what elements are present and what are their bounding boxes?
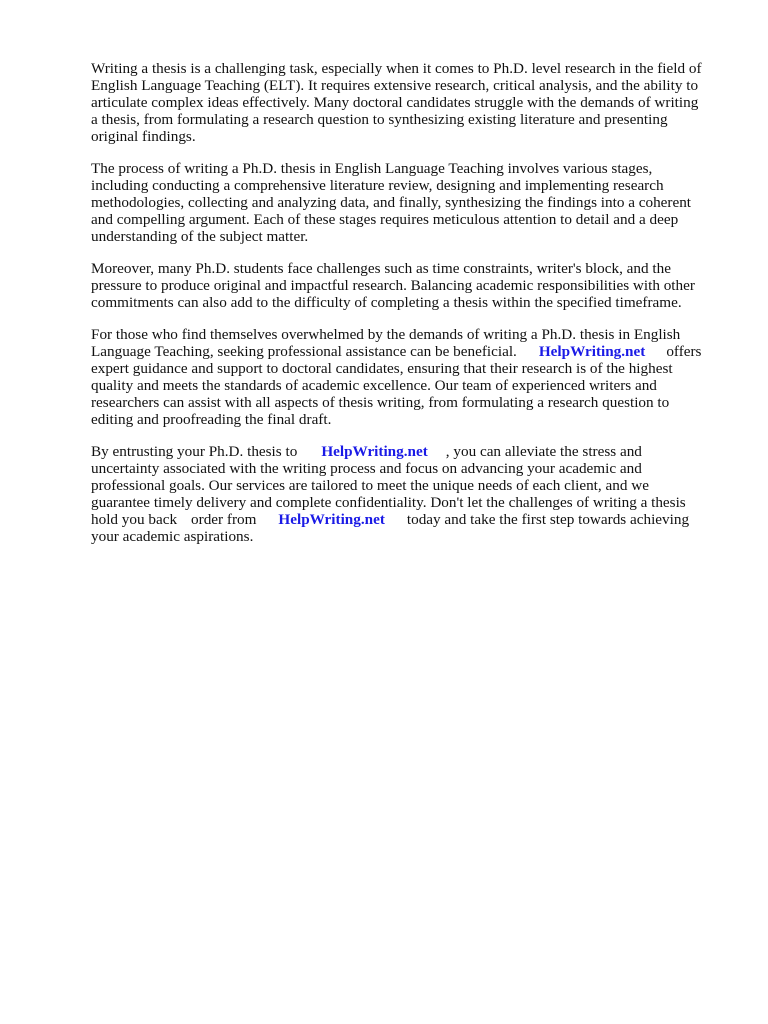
text-line: quality and meets the standards of academic excellence. Our team of experienced writers and bbox=[91, 377, 657, 394]
text-segment: , you can alleviate the stress and bbox=[445, 443, 642, 460]
text-line: guarantee timely delivery and complete confidentiality. Don't let the challenges of writing a thesis bbox=[91, 494, 686, 511]
text-segment: Language Teaching, seeking professional assistance can be beneficial. bbox=[91, 343, 517, 360]
text-line: uncertainty associated with the writing process and focus on advancing your academic and bbox=[91, 460, 642, 477]
text-line: expert guidance and support to doctoral candidates, ensuring that their research is of the highest bbox=[91, 360, 673, 377]
paragraph-3 bbox=[91, 260, 721, 311]
text-line-with-link bbox=[91, 343, 721, 360]
text-line: commitments can also add to the difficulty of completing a thesis within the specified timeframe. bbox=[91, 294, 682, 311]
text-segment: By entrusting your Ph.D. thesis to bbox=[91, 443, 298, 460]
paragraph-4 bbox=[91, 326, 721, 428]
text-line: Moreover, many Ph.D. students face challenges such as time constraints, writer's block, and the bbox=[91, 260, 671, 277]
text-line: including conducting a comprehensive literature review, designing and implementing research bbox=[91, 177, 664, 194]
helpwriting-link[interactable]: HelpWriting.net bbox=[278, 511, 385, 528]
paragraph-2 bbox=[91, 160, 721, 245]
text-line: and compelling argument. Each of these stages requires meticulous attention to detail and a deep bbox=[91, 211, 679, 228]
paragraph-1 bbox=[91, 60, 721, 145]
text-line: your academic aspirations. bbox=[91, 528, 254, 545]
text-segment: offers bbox=[666, 343, 702, 360]
text-line-with-link bbox=[91, 443, 721, 460]
text-line: For those who find themselves overwhelmed by the demands of writing a Ph.D. thesis in English bbox=[91, 326, 681, 343]
text-segment: today and take the first step towards achieving bbox=[406, 511, 690, 528]
text-line: original findings. bbox=[91, 128, 196, 145]
text-line: understanding of the subject matter. bbox=[91, 228, 309, 245]
text-line: pressure to produce original and impactful research. Balancing academic responsibilities with other bbox=[91, 277, 695, 294]
text-line: The process of writing a Ph.D. thesis in English Language Teaching involves various stages, bbox=[91, 160, 653, 177]
document-body bbox=[91, 60, 721, 560]
text-segment: order from bbox=[191, 511, 257, 528]
helpwriting-link[interactable]: HelpWriting.net bbox=[538, 343, 646, 360]
text-line-with-link bbox=[91, 511, 721, 528]
text-line: Writing a thesis is a challenging task, especially when it comes to Ph.D. level research in the field of bbox=[91, 60, 702, 77]
text-line: methodologies, collecting and analyzing data, and finally, synthesizing the findings into a coherent bbox=[91, 194, 692, 211]
paragraph-5 bbox=[91, 443, 721, 545]
text-line: researchers can assist with all aspects of thesis writing, from formulating a research question to bbox=[91, 394, 670, 411]
text-line: professional goals. Our services are tailored to meet the unique needs of each client, and we bbox=[91, 477, 649, 494]
text-line: articulate complex ideas effectively. Many doctoral candidates struggle with the demands of writing bbox=[91, 94, 699, 111]
text-segment: hold you back bbox=[91, 511, 178, 528]
text-line: English Language Teaching (ELT). It requires extensive research, critical analysis, and the ability to bbox=[91, 77, 699, 94]
helpwriting-link[interactable]: HelpWriting.net bbox=[321, 443, 428, 460]
text-line: editing and proofreading the final draft. bbox=[91, 411, 332, 428]
text-line: a thesis, from formulating a research question to synthesizing existing literature and presenting bbox=[91, 111, 668, 128]
